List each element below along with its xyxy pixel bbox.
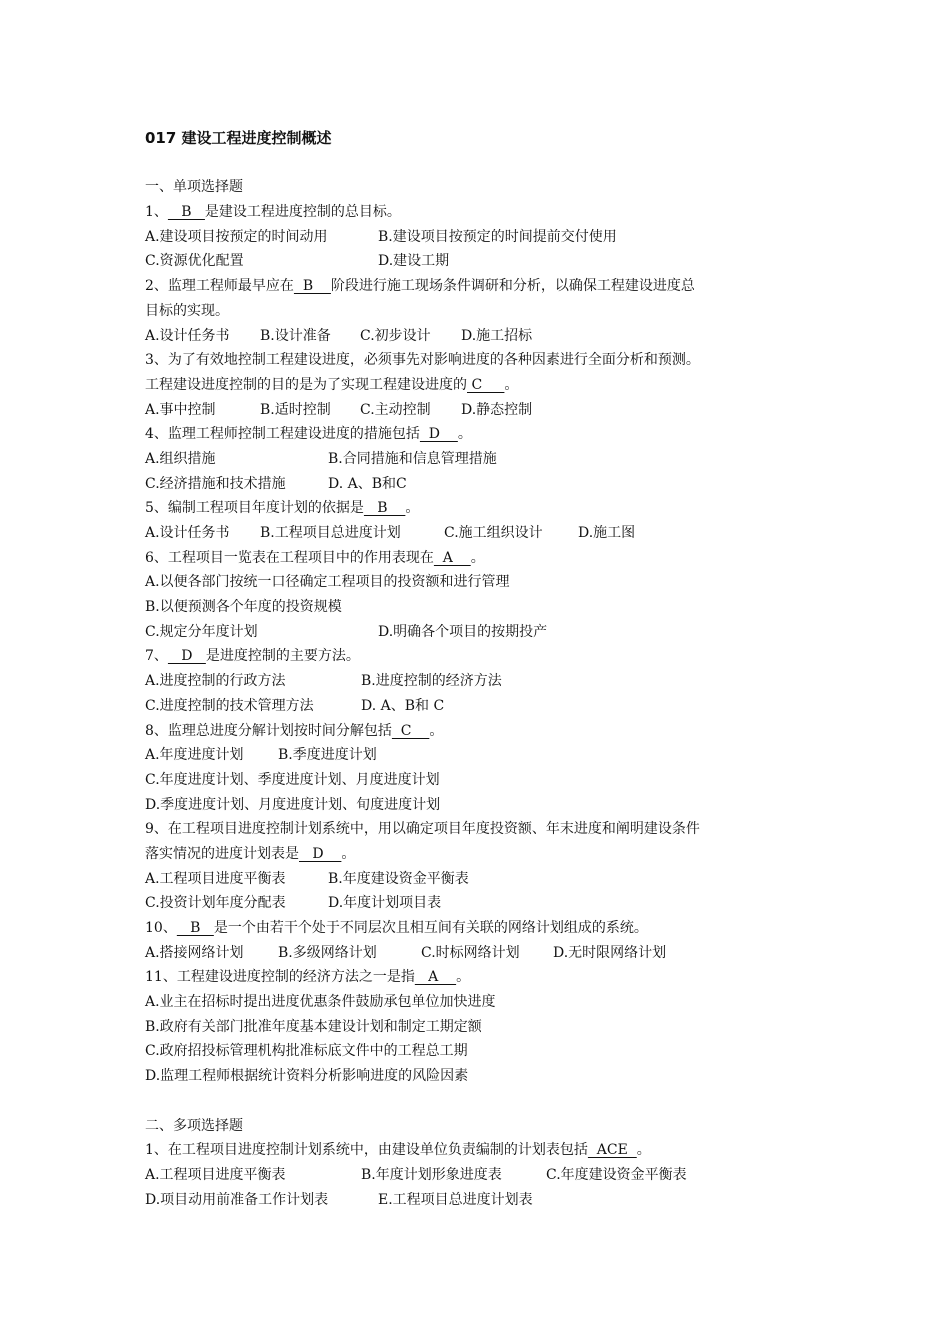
section-spacer: [145, 1089, 825, 1114]
answer-blank: D: [299, 845, 342, 862]
question-1: [145, 200, 825, 225]
option-b: B.工程项目总进度计划: [260, 525, 401, 541]
answer-blank: C: [467, 376, 505, 393]
options-row: [145, 324, 825, 349]
options-row: [145, 743, 825, 768]
option-d: D.施工招标: [461, 327, 533, 344]
question-11: [145, 965, 825, 990]
option-a: A.以便各部门按统一口径确定工程项目的投资额和进行管理: [145, 574, 510, 591]
question-10: [145, 916, 825, 941]
options-row: [145, 891, 825, 916]
option-a: A.建设项目按预定的时间动用: [145, 228, 328, 245]
option-d: D. A、B和 C: [361, 697, 445, 714]
option-b: B.进度控制的经济方法: [361, 673, 502, 690]
option-d: D.年度计划项目表: [328, 895, 442, 912]
options-row: [145, 867, 825, 892]
question-text: 2、监理工程师最早应在: [145, 278, 294, 295]
options-row: [145, 521, 825, 546]
question-text: 工程建设进度控制的目的是为了实现工程建设进度的: [145, 376, 467, 393]
options-row: [145, 472, 825, 497]
option-c: C.时标网络计划: [421, 944, 520, 961]
option-b: B.季度进度计划: [278, 747, 377, 764]
section-heading-single-choice: 一、单项选择题: [145, 179, 243, 196]
question-2-continued: 目标的实现。: [145, 302, 229, 319]
option-a: A.工程项目进度平衡表: [145, 870, 286, 887]
answer-blank: D: [167, 648, 206, 665]
question-text: 8、监理总进度分解计划按时间分解包括: [145, 722, 392, 739]
answer-blank: B: [293, 278, 331, 295]
option-a: A.工程项目进度平衡表: [145, 1166, 286, 1183]
option-c: C.初步设计: [360, 327, 431, 344]
question-text: 7、: [145, 648, 168, 665]
question-text: 6、工程项目一览表在工程项目中的作用表现在: [145, 549, 434, 566]
option-c: C.年度建设资金平衡表: [546, 1166, 687, 1183]
option-d: D.静态控制: [461, 401, 533, 418]
option-a: A.年度进度计划: [145, 747, 244, 764]
question-text: 。: [504, 376, 519, 393]
question-text: 。: [470, 549, 485, 566]
option-d: D.季度进度计划、月度进度计划、旬度进度计划: [145, 796, 441, 813]
question-text: 是一个由若干个处于不同层次且相互间有关联的网络计划组成的系统。: [213, 920, 648, 936]
answer-blank: B: [167, 204, 205, 221]
option-b: B.建设项目按预定的时间提前交付使用: [378, 228, 617, 245]
option-a: A.搭接网络计划: [145, 944, 244, 961]
options-row: [145, 225, 825, 250]
options-row: [145, 1188, 825, 1213]
question-text: 。: [405, 500, 420, 517]
options-row: [145, 669, 825, 694]
question-4: [145, 422, 825, 447]
question-text: 。: [636, 1142, 651, 1159]
option-b: B.年度建设资金平衡表: [328, 870, 469, 887]
option-e: E.工程项目总进度计划表: [378, 1191, 533, 1208]
question-text: 是建设工程进度控制的总目标。: [204, 204, 401, 221]
question-text: 1、: [145, 204, 168, 221]
option-d: D. A、B和C: [328, 475, 407, 492]
question-text: 1、在工程项目进度控制计划系统中，由建设单位负责编制的计划表包括: [145, 1142, 588, 1159]
question-text: 。: [456, 969, 471, 986]
option-c: C.施工组织设计: [444, 525, 543, 541]
answer-blank: A: [414, 969, 457, 986]
question-8: [145, 719, 825, 744]
option-a: A.事中控制: [145, 401, 216, 418]
option-b: B.适时控制: [260, 401, 331, 418]
option-c: C.进度控制的技术管理方法: [145, 697, 314, 714]
question-7: [145, 644, 825, 669]
question-3-continued: [145, 373, 825, 398]
question-5: [145, 496, 825, 521]
option-d: D.无时限网络计划: [553, 944, 667, 961]
question-text: 。: [429, 722, 444, 739]
option-a: A.设计任务书: [145, 525, 230, 541]
answer-blank: C: [391, 722, 430, 739]
options-row: [145, 249, 825, 274]
option-a: A.进度控制的行政方法: [145, 673, 286, 690]
option-d: D.施工图: [578, 525, 636, 541]
question-2: [145, 274, 825, 299]
option-b: B.年度计划形象进度表: [361, 1166, 502, 1183]
question-text: 落实情况的进度计划表是: [145, 845, 299, 862]
question-text: 11、工程建设进度控制的经济方法之一是指: [145, 969, 415, 986]
option-a: A.设计任务书: [145, 327, 230, 344]
answer-blank: ACE: [587, 1142, 637, 1159]
options-row: [145, 447, 825, 472]
option-a: A.业主在招标时提出进度优惠条件鼓励承包单位加快进度: [145, 994, 496, 1011]
option-d: D.监理工程师根据统计资料分析影响进度的风险因素: [145, 1068, 469, 1085]
option-b: B.多级网络计划: [278, 944, 377, 961]
multi-question-1: [145, 1138, 825, 1163]
question-text: 。: [341, 845, 356, 862]
question-6: [145, 546, 825, 571]
question-text: 10、: [145, 920, 177, 936]
document-page: [145, 126, 825, 1212]
option-c: C.经济措施和技术措施: [145, 475, 286, 492]
question-text: 。: [457, 426, 472, 443]
option-b: B.以便预测各个年度的投资规模: [145, 599, 342, 616]
question-9-continued: [145, 842, 825, 867]
options-row: [145, 941, 825, 966]
options-row: [145, 694, 825, 719]
option-c: C.资源优化配置: [145, 253, 244, 270]
question-text: 4、监理工程师控制工程建设进度的措施包括: [145, 426, 420, 443]
option-b: B.政府有关部门批准年度基本建设计划和制定工期定额: [145, 1018, 482, 1035]
option-d: D.明确各个项目的按期投产: [378, 623, 548, 640]
option-c: C.规定分年度计划: [145, 623, 258, 640]
question-9: 9、在工程项目进度控制计划系统中，用以确定项目年度投资额、年末进度和阐明建设条件: [145, 821, 700, 838]
option-c: C.政府招投标管理机构批准标底文件中的工程总工期: [145, 1043, 468, 1060]
document-title: 017 建设工程进度控制概述: [145, 129, 332, 147]
option-c: C.主动控制: [360, 401, 431, 418]
option-d: D.项目动用前准备工作计划表: [145, 1191, 329, 1208]
answer-blank: B: [363, 500, 406, 517]
option-b: B.合同措施和信息管理措施: [328, 450, 497, 467]
options-row: [145, 1163, 825, 1188]
option-c: C.年度进度计划、季度进度计划、月度进度计划: [145, 771, 440, 788]
option-a: A.组织措施: [145, 450, 216, 467]
options-row: [145, 398, 825, 423]
options-row: [145, 620, 825, 645]
option-d: D.建设工期: [378, 253, 450, 270]
section-heading-multiple-choice: 二、多项选择题: [145, 1117, 243, 1134]
question-3: 3、为了有效地控制工程建设进度，必须事先对影响进度的各种因素进行全面分析和预测。: [145, 352, 700, 369]
question-text: 是进度控制的主要方法。: [205, 648, 360, 665]
answer-blank: D: [419, 426, 458, 443]
option-b: B.设计准备: [260, 327, 331, 344]
answer-blank: B: [176, 920, 214, 936]
question-text: 5、编制工程项目年度计划的依据是: [145, 500, 364, 517]
question-text: 阶段进行施工现场条件调研和分析，以确保工程建设进度总: [330, 278, 695, 295]
option-c: C.投资计划年度分配表: [145, 895, 286, 912]
answer-blank: A: [433, 549, 471, 566]
